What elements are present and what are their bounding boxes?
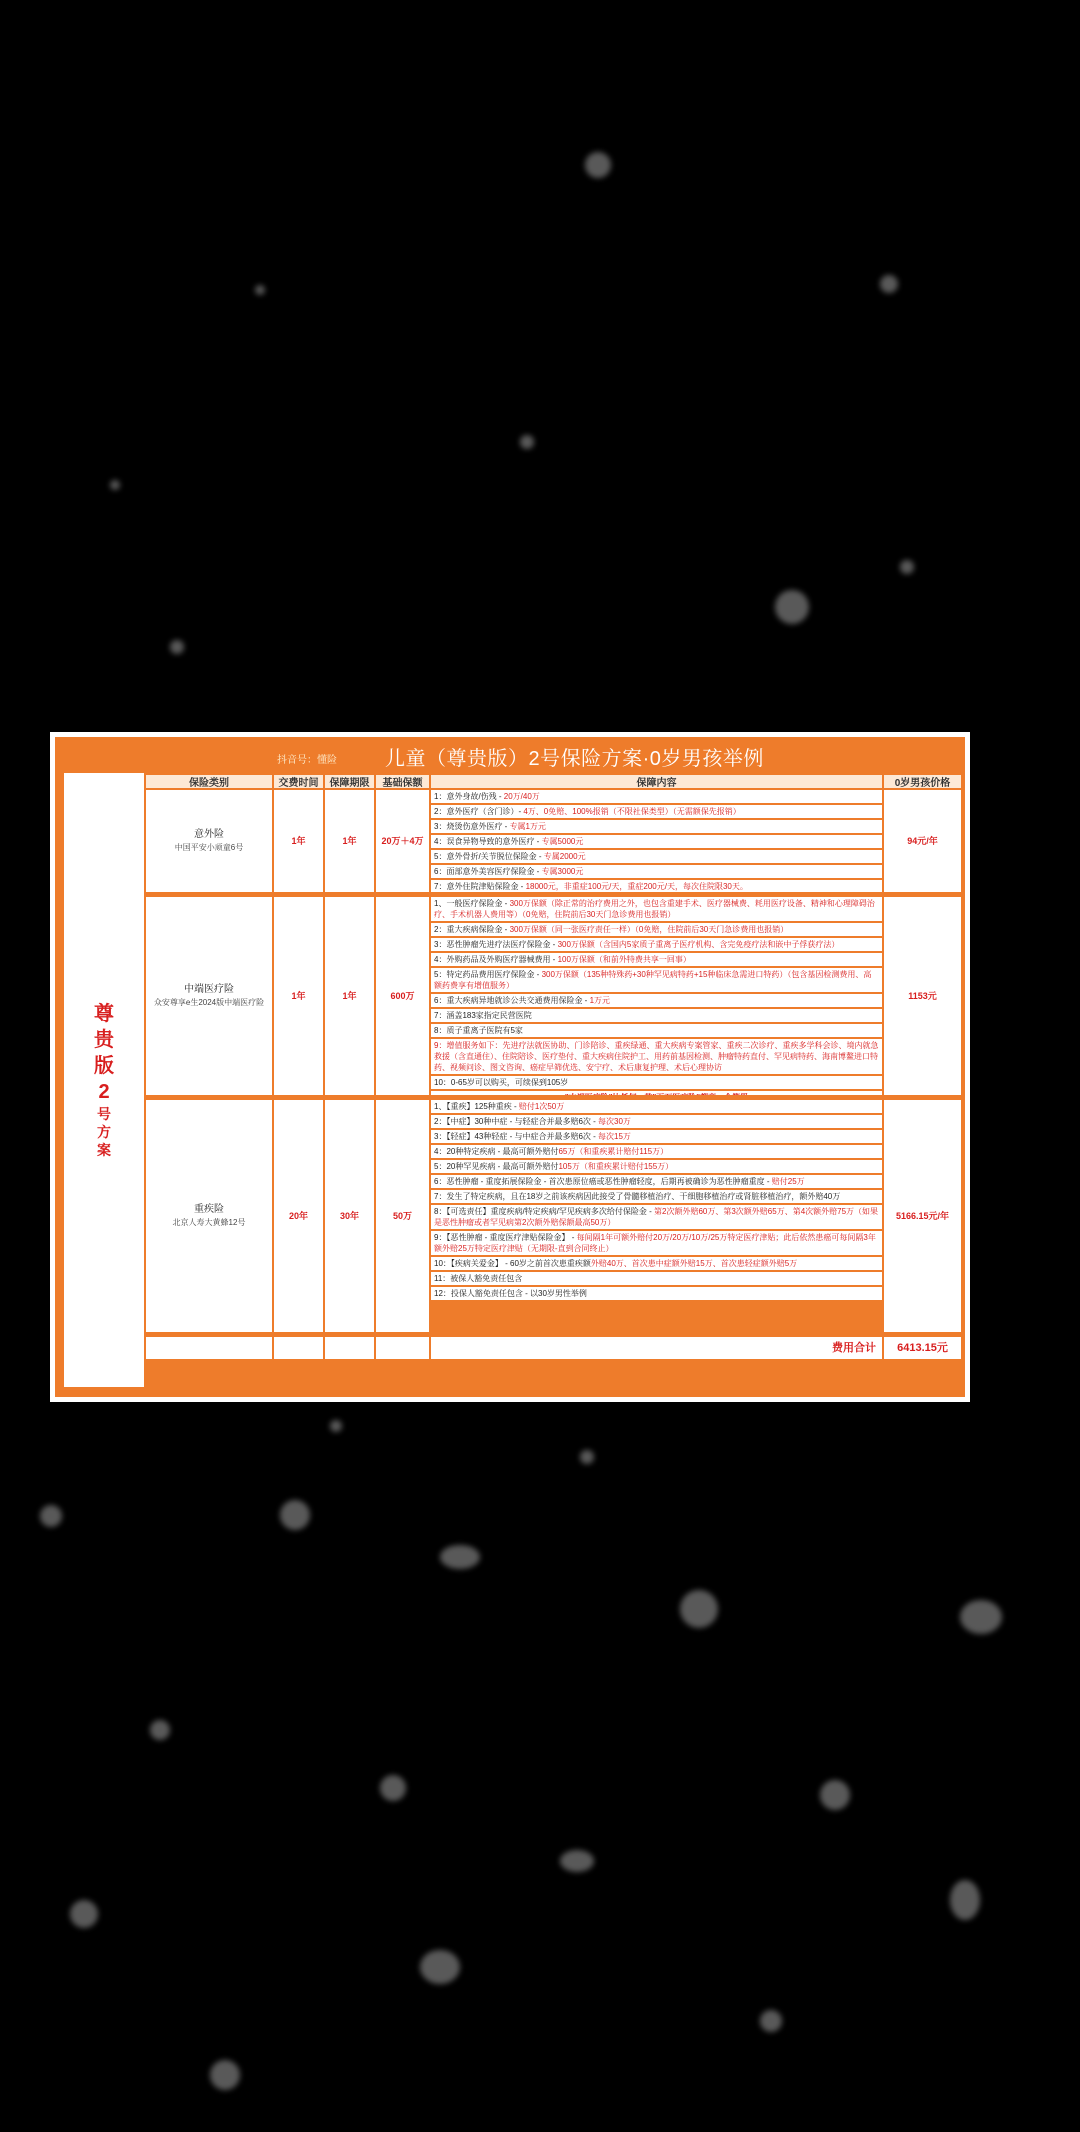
list-item xyxy=(431,790,882,803)
list-item xyxy=(431,953,882,966)
item-text: 3：烧烫伤意外医疗 - xyxy=(434,822,510,831)
total-value: 6413.15元 xyxy=(884,1337,961,1359)
snow-particle xyxy=(440,1545,480,1569)
item-text: 1、一般医疗保险金 - xyxy=(434,899,510,908)
total-empty-cell xyxy=(146,1337,272,1359)
list-item xyxy=(431,1160,882,1173)
col-header-base: 基础保额 xyxy=(376,775,429,788)
item-highlight: 专属2000元 xyxy=(543,852,586,861)
snow-particle xyxy=(960,1600,1002,1634)
snow-particle xyxy=(760,2010,782,2032)
snow-particle xyxy=(520,435,534,449)
snow-particle xyxy=(420,1950,460,1984)
item-highlight: 专属3000元 xyxy=(541,867,584,876)
item-text: 5：意外骨折/关节脱位保险金 - xyxy=(434,852,544,861)
side-label-char: 尊 xyxy=(94,1002,114,1025)
snow-particle xyxy=(880,275,898,293)
side-label-char: 号 xyxy=(97,1105,111,1122)
list-item xyxy=(431,923,882,936)
item-highlight: 外赔40万、首次患中症额外赔15万、首次患轻症额外赔5万 xyxy=(590,1259,798,1268)
item-text: 12：投保人豁免责任包含 - 以30岁男性举例 xyxy=(434,1289,587,1298)
total-label: 费用合计 xyxy=(431,1337,882,1359)
item-highlight: 105万（和重疾累计赔付155万） xyxy=(558,1162,674,1171)
accident-name: 意外险 xyxy=(194,828,224,840)
item-text: 10：【疾病关爱金】 - 60岁之前首次患重疾额 xyxy=(434,1259,591,1268)
list-item xyxy=(431,1145,882,1158)
list-item xyxy=(431,1287,882,1300)
item-text: 3：恶性肿瘤先进疗法医疗保险金 - xyxy=(434,940,558,949)
medical-term-cell: 1年 xyxy=(325,897,374,1095)
list-item xyxy=(431,1100,882,1113)
side-vertical-label xyxy=(64,773,144,1387)
item-highlight: 9：增值服务如下：先进疗法就医协助、门诊陪诊、重疾绿通、重大疾病专案管家、重疾二次诊疗、重疾多学科会诊、境内就急救援（含直通住）、住院陪诊、医疗垫付、重大疾病住院护工、用药前基因检测、肿瘤特药直付、罕见病特药、海南博鳌进口特药、视频问诊、图文咨询、癌症早筛优选、安宁疗、术后康复护理、术后心理协访 xyxy=(434,1041,879,1072)
item-text: 6：重大疾病异地就诊公共交通费用保险金 - xyxy=(434,996,590,1005)
snow-particle xyxy=(110,480,120,490)
critical-term-cell: 30年 xyxy=(325,1100,374,1332)
list-item xyxy=(431,1115,882,1128)
item-highlight: 65万（和重疾累计赔付115万） xyxy=(558,1147,669,1156)
list-item xyxy=(431,938,882,951)
item-highlight: 300万保额（同一张医疗责任一样）（0免赔，住院前后30天门急诊费用也报销） xyxy=(509,925,789,934)
list-item xyxy=(431,968,882,992)
critical-type-cell xyxy=(146,1100,272,1332)
snow-particle xyxy=(255,285,265,295)
item-highlight: 300万保额（含国内5家质子重离子医疗机构、含完免疫疗法和嵌中子俘获疗法） xyxy=(557,940,840,949)
snow-particle xyxy=(380,1775,406,1801)
accident-base-cell: 20万＋4万 xyxy=(376,790,429,892)
item-text: 1、【重疾】125种重疾 - xyxy=(434,1102,519,1111)
list-item xyxy=(431,835,882,848)
item-highlight: 赔付1次50万 xyxy=(518,1102,565,1111)
snow-particle xyxy=(40,1505,62,1527)
medical-base-cell: 600万 xyxy=(376,897,429,1095)
snow-particle xyxy=(775,590,809,624)
list-item xyxy=(431,1257,882,1270)
snow-particle xyxy=(210,2060,240,2090)
snow-particle xyxy=(280,1500,310,1530)
item-highlight: 专属5000元 xyxy=(541,837,584,846)
item-text: 2：重大疾病保险金 - xyxy=(434,925,510,934)
snow-particle xyxy=(150,1720,170,1740)
medical-name: 中端医疗险 xyxy=(184,983,234,995)
item-text: 11：被保人豁免责任包含 xyxy=(434,1274,523,1283)
medical-product: 众安尊享e生2024版中端医疗险 xyxy=(153,998,265,1008)
item-text: 5：特定药品费用医疗保险金 - xyxy=(434,970,542,979)
insurance-plan-card xyxy=(50,732,970,1402)
item-text: 4：外购药品及外购医疗器械费用 - xyxy=(434,955,558,964)
item-text: 10：0-65岁可以购买，可续保到105岁 xyxy=(434,1078,569,1087)
list-item xyxy=(431,1039,882,1074)
list-item xyxy=(431,1009,882,1022)
item-highlight: 赔付25万 xyxy=(771,1177,805,1186)
medical-price-cell: 1153元 xyxy=(884,897,961,1095)
snow-particle xyxy=(900,560,914,574)
item-text: 5：20种罕见疾病 - 最高可额外赔付 xyxy=(434,1162,559,1171)
list-item xyxy=(431,994,882,1007)
side-label-char: 方 xyxy=(97,1123,111,1140)
snow-particle xyxy=(580,1450,594,1464)
list-item xyxy=(431,1205,882,1229)
item-text: 7：意外住院津贴保险金 - xyxy=(434,882,526,891)
list-item xyxy=(431,1272,882,1285)
list-item xyxy=(431,1190,882,1203)
snow-particle xyxy=(950,1880,980,1920)
critical-content xyxy=(431,1100,882,1302)
item-text: 2：【中症】30种中症 - 与轻症合并最多赔6次 - xyxy=(434,1117,599,1126)
side-label-char: 2 xyxy=(98,1080,110,1103)
accident-pay-cell: 1年 xyxy=(274,790,323,892)
side-label-char: 贵 xyxy=(94,1028,114,1051)
item-text: 3：【轻症】43种轻症 - 与中症合并最多赔6次 - xyxy=(434,1132,599,1141)
snow-particle xyxy=(170,640,184,654)
item-highlight: 300万保额（135种特殊药+30种罕见病特药+15种临床急需进口特药）（包含基因检测费用、高额药费享有增值服务） xyxy=(434,970,872,990)
list-item xyxy=(431,1130,882,1143)
item-highlight: 300万保额（除正常的治疗费用之外，也包含重建手术、医疗器械费、耗用医疗设备、精神和心理障碍治疗、手术机器人费用等）（0免赔，住院前后30天门急诊费用也报销） xyxy=(434,899,875,919)
total-empty-cell xyxy=(376,1337,429,1359)
critical-price-cell: 5166.15元/年 xyxy=(884,1100,961,1332)
list-item xyxy=(431,897,882,921)
item-text: 7：涵盖183家指定民营医院 xyxy=(434,1011,532,1020)
douyin-id: 抖音号：懂险 xyxy=(277,755,337,766)
list-item xyxy=(431,1231,882,1255)
page-title: 儿童（尊贵版）2号保险方案·0岁男孩举例 xyxy=(385,748,764,770)
item-text: 6：恶性肿瘤 - 重度拓展保险金 - 首次患原位癌或恶性肿瘤轻度，后期再被确诊为恶性肿瘤重度 - xyxy=(434,1177,772,1186)
side-label-char: 案 xyxy=(97,1142,111,1159)
item-text: 4：20种特定疾病 - 最高可额外赔付 xyxy=(434,1147,559,1156)
snow-particle xyxy=(680,1590,718,1628)
item-text: 9：【恶性肿瘤 - 重度医疗津贴保险金】 - xyxy=(434,1233,577,1242)
accident-price-cell: 94元/年 xyxy=(884,790,961,892)
total-empty-cell xyxy=(325,1337,374,1359)
critical-product: 北京人寿大黄蜂12号 xyxy=(172,1218,246,1228)
item-highlight: 18000元，非重症100元/天，重症200元/天，每次住院限30天。 xyxy=(525,882,748,891)
col-header-type: 保险类别 xyxy=(146,775,272,788)
item-text: 6：面部意外美容医疗保险金 - xyxy=(434,867,542,876)
total-empty-cell xyxy=(274,1337,323,1359)
side-label-char: 版 xyxy=(94,1054,114,1077)
accident-product: 中国平安小顽童6号 xyxy=(174,843,244,853)
item-text: 7：发生了特定疾病，且在18岁之前该疾病因此接受了骨髓移植治疗、干细胞移植治疗或肾脏移植治疗，额外赔40万 xyxy=(434,1192,841,1201)
col-header-term: 保障期限 xyxy=(325,775,374,788)
item-highlight: 每次30万 xyxy=(598,1117,631,1126)
accident-term-cell: 1年 xyxy=(325,790,374,892)
snow-particle xyxy=(560,1850,594,1872)
list-item xyxy=(431,820,882,833)
medical-type-cell xyxy=(146,897,272,1095)
item-highlight: 每间隔1年可额外赔付20万/20万/10万/25万特定医疗津贴；此后依然患癌可每间隔3年额外赔25万特定医疗津贴（无期限-直到合同终止） xyxy=(434,1233,876,1253)
critical-name: 重疾险 xyxy=(194,1203,224,1215)
list-item xyxy=(431,1076,882,1089)
snow-particle xyxy=(585,152,611,178)
snow-particle xyxy=(330,1420,342,1432)
accident-type-cell xyxy=(146,790,272,892)
list-item xyxy=(431,850,882,863)
accident-content xyxy=(431,790,882,895)
item-highlight: 第2次额外赔60万、第3次额外赔65万、第4次额外赔75万（如果是恶性肿瘤或者罕见病第2次额外赔保额最高50万） xyxy=(434,1207,879,1227)
list-item xyxy=(431,1175,882,1188)
snow-particle xyxy=(820,1780,850,1810)
item-text: 4：误食异物导致的意外医疗 - xyxy=(434,837,542,846)
item-text: 8：【可选责任】重度疾病/特定疾病/罕见疾病多次给付保险金 - xyxy=(434,1207,655,1216)
medical-content xyxy=(431,897,882,1106)
item-text: 2：意外医疗（含门诊）- xyxy=(434,807,524,816)
item-highlight: 4万、0免赔、100%报销（不限社保类型）（无需额保先报销） xyxy=(523,807,741,816)
item-text: 1：意外身故/伤残 - xyxy=(434,792,504,801)
item-highlight: 每次15万 xyxy=(598,1132,631,1141)
item-highlight: 20万/40万 xyxy=(503,792,540,801)
item-highlight: 1万元 xyxy=(589,996,611,1005)
item-highlight: 100万保额（和前外特费共享一回事） xyxy=(557,955,691,964)
list-item xyxy=(431,865,882,878)
col-header-price: 0岁男孩价格 xyxy=(884,775,961,788)
list-item xyxy=(431,1024,882,1037)
list-item xyxy=(431,805,882,818)
medical-pay-cell: 1年 xyxy=(274,897,323,1095)
title-bar xyxy=(55,737,965,773)
col-header-content: 保障内容 xyxy=(431,775,882,788)
col-header-pay: 交费时间 xyxy=(274,775,323,788)
plan-frame xyxy=(55,737,965,1397)
snow-particle xyxy=(70,1900,98,1928)
critical-pay-cell: 20年 xyxy=(274,1100,323,1332)
item-text: 8：质子重离子医院有5家 xyxy=(434,1026,523,1035)
item-highlight: 专属1万元 xyxy=(509,822,547,831)
critical-base-cell: 50万 xyxy=(376,1100,429,1332)
